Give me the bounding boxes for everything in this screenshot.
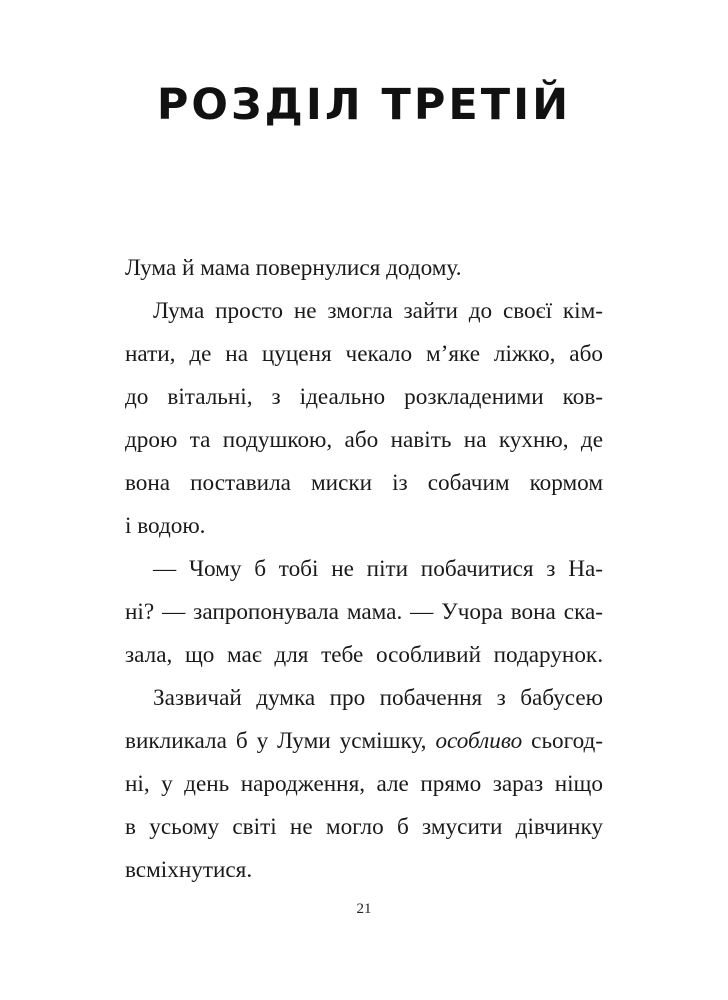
text-line: вона поставила миски із собачим кормом	[125, 470, 603, 496]
text-line-mixed	[125, 720, 603, 763]
text-line: в усьому світі не могло б змусити дівчинку	[125, 814, 603, 840]
text-fragment: викликала б у Луми усмішку,	[125, 728, 427, 754]
text-line: дрою та подушкою, або навіть на кухню, де	[125, 427, 603, 453]
text-line: всміхнутися.	[125, 857, 253, 883]
emphasis-text: особливо	[435, 728, 523, 754]
text-line: ні, у день народження, але прямо зараз ніщо	[125, 771, 603, 797]
text-line: зала, що має для тебе особливий подарунок.	[125, 642, 603, 668]
text-line: Зазвичай думка про побачення з бабусею	[153, 685, 603, 711]
text-line: ні? — запропонувала мама. — Учора вона ска-	[125, 599, 603, 625]
text-line: Лума просто не змогла зайти до своєї кім-	[153, 298, 603, 324]
page-number: 21	[356, 901, 372, 917]
body-text	[125, 247, 603, 892]
text-line: до вітальні, з ідеально розкладеними ков-	[125, 384, 603, 410]
text-line: — Чому б тобі не піти побачитися з На-	[153, 556, 603, 582]
text-line: Лума й мама повернулися додому.	[125, 255, 462, 281]
chapter-title: РОЗДІЛ ТРЕТІЙ	[156, 80, 572, 130]
text-fragment: сьогод-	[531, 728, 604, 754]
text-line: і водою.	[125, 513, 206, 539]
text-line: нати, де на цуценя чекало м’яке ліжко, або	[125, 341, 603, 367]
